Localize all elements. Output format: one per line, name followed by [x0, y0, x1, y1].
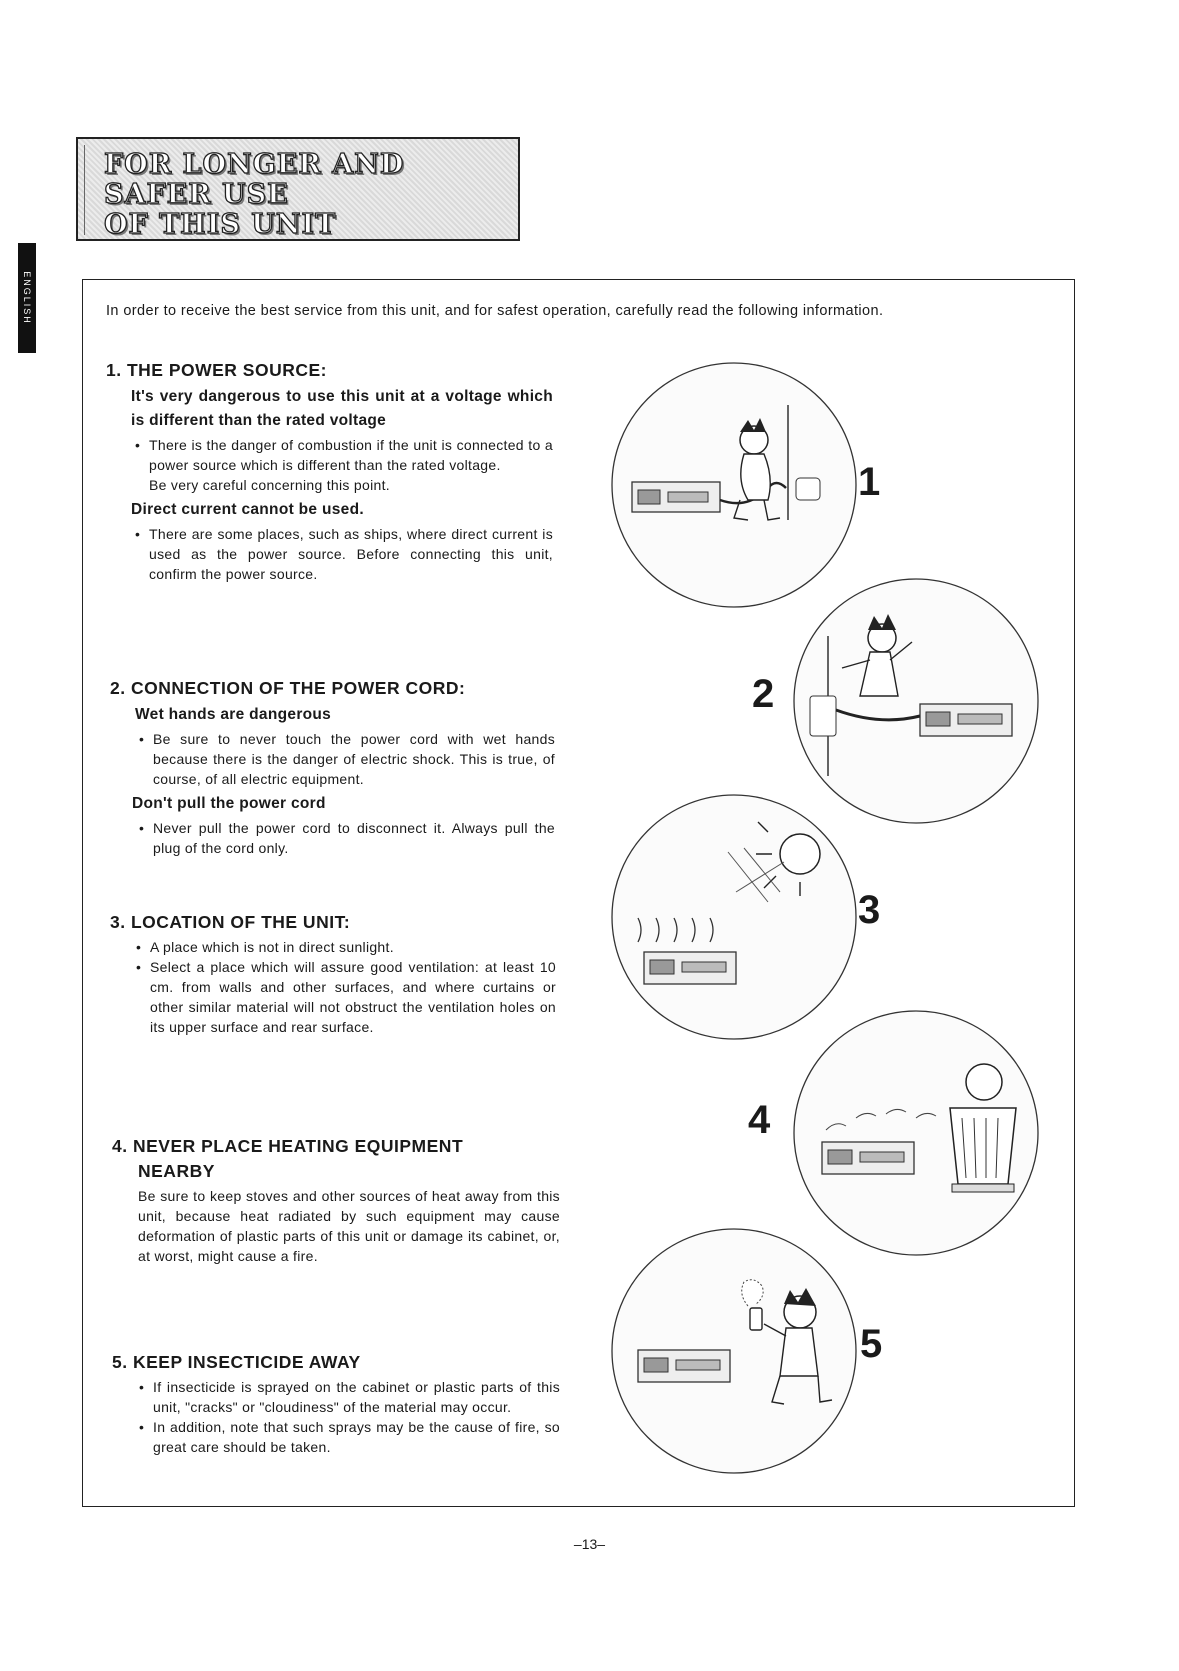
section-heating-equipment [112, 1136, 560, 1266]
section-subheading: Don't pull the power cord [132, 795, 326, 812]
stereo-unit-icon [632, 482, 720, 512]
illustration-heating-equipment [790, 1008, 1042, 1258]
bullet-text: • In addition, note that such sprays may be the cause of fire, so great care should be taken. [135, 1417, 560, 1457]
section-insecticide [112, 1352, 560, 1457]
bullet-text: • There is the danger of combustion if the unit is connected to a power source which is different than the rated voltage. [131, 435, 553, 475]
section-heading: 2. CONNECTION OF THE POWER CORD: [110, 678, 466, 698]
illustration-number: 4 [748, 1098, 771, 1142]
section-heading: 4. NEVER PLACE HEATING EQUIPMENT [112, 1136, 464, 1156]
outlet-icon [796, 478, 820, 500]
stereo-unit-icon [638, 1350, 730, 1382]
illustration-circle [612, 795, 856, 1039]
stereo-unit-icon [644, 952, 736, 984]
stereo-unit-icon [920, 704, 1012, 736]
section-power-cord [110, 678, 555, 858]
illustration-power-cord [790, 576, 1042, 826]
section-power-source [106, 360, 553, 584]
language-tab-label: ENGLISH [22, 271, 32, 325]
bullet-text: • There are some places, such as ships, where direct current is used as the power source. Before connecting this unit, confirm the power source. [131, 524, 553, 584]
page-title-box [76, 137, 520, 241]
bullet-text: • A place which is not in direct sunlight. [132, 937, 556, 957]
section-heading-continued: NEARBY [138, 1161, 215, 1181]
illustration-location [608, 792, 860, 1042]
bullet-text: • Be sure to never touch the power cord with wet hands because there is the danger of electric shock. This is true, of course, of all electric equipment. [135, 729, 555, 789]
section-subheading: Direct current cannot be used. [131, 501, 364, 518]
page-title-line-3: OF THIS UNIT [104, 209, 337, 240]
note-text: Be very careful concerning this point. [149, 477, 390, 493]
section-location [110, 912, 556, 1037]
page-title-line-1: FOR LONGER AND [104, 149, 405, 180]
illustration-number: 3 [858, 888, 881, 932]
section-subheading: Wet hands are dangerous [135, 706, 332, 723]
page-number: –13– [573, 1536, 606, 1552]
bullet-text: • Select a place which will assure good ventilation: at least 10 cm. from walls and other surfaces, and where curtains or other similar material will not obstruct the ventilation holes on its upper surface and rear surface. [132, 957, 556, 1037]
section-heading: 1. THE POWER SOURCE: [106, 360, 327, 380]
section-heading: 5. KEEP INSECTICIDE AWAY [112, 1352, 361, 1372]
bullet-text: • Never pull the power cord to disconnect it. Always pull the plug of the cord only. [135, 818, 555, 858]
section-subheading: It's very dangerous to use this unit at a voltage which is different than the rated voltage [131, 388, 553, 429]
body-text: Be sure to keep stoves and other sources of heat away from this unit, because heat radiated by such equipment may cause deformation of plastic parts of this unit or damage its cabinet, or, at worst, might cause a fire. [138, 1188, 560, 1264]
illustration-insecticide [608, 1226, 860, 1476]
stereo-unit-icon [822, 1142, 914, 1174]
outlet-icon [810, 696, 836, 736]
bullet-text: • If insecticide is sprayed on the cabinet or plastic parts of this unit, "cracks" or "cloudiness" of the material may occur. [135, 1377, 560, 1417]
intro-text: In order to receive the best service from this unit, and for safest operation, carefully read the following information. [106, 303, 884, 319]
illustration-number: 1 [858, 460, 881, 504]
illustration-power-source [608, 360, 860, 610]
illustration-number: 5 [860, 1322, 883, 1366]
language-tab [18, 243, 36, 353]
section-heading: 3. LOCATION OF THE UNIT: [110, 912, 351, 932]
page-title-line-2: SAFER USE [104, 179, 289, 210]
illustration-number: 2 [752, 672, 775, 716]
